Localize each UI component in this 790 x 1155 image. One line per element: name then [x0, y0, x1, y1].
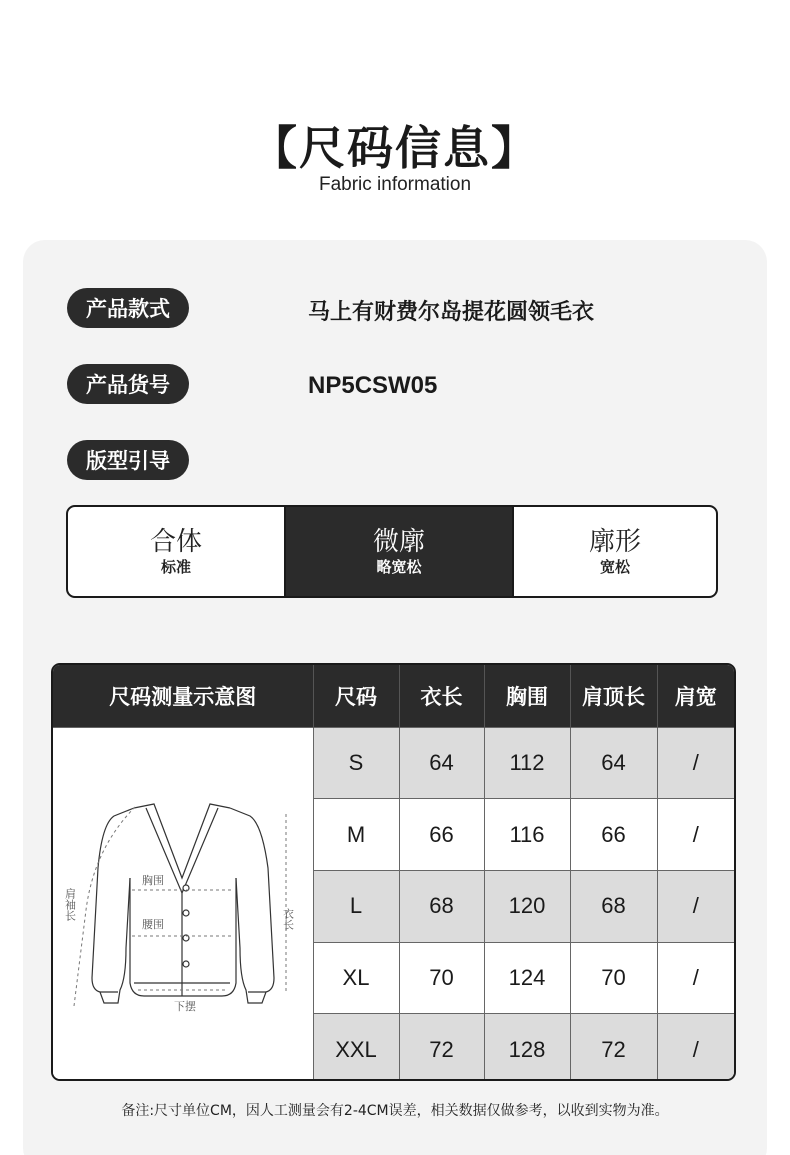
diagram-label-chest: 胸围 — [141, 873, 164, 887]
chest-cell: 128 — [484, 1014, 570, 1081]
diagram-label-hem: 下摆 — [173, 999, 196, 1013]
size-cell: M — [313, 799, 399, 871]
shoulder-top-cell: 72 — [570, 1014, 657, 1081]
size-cell: L — [313, 870, 399, 942]
header-diagram: 尺码测量示意图 — [53, 665, 313, 727]
fit-option-standard[interactable] — [68, 507, 284, 596]
fit-option-main: 微廓 — [372, 526, 425, 557]
measurement-note: 备注:尺寸单位CM，因人工测量会有2-4CM误差，相关数据仅做参考，以收到实物为准。 — [121, 1103, 669, 1119]
table-row — [53, 727, 734, 799]
page-title: 【尺码信息】 — [251, 121, 539, 175]
cardigan-diagram-icon — [54, 728, 312, 1080]
shoulder-width-cell: / — [657, 1014, 734, 1081]
chest-cell: 124 — [484, 942, 570, 1014]
fit-option-relaxed[interactable] — [284, 507, 512, 596]
fit-option-sub: 宽松 — [599, 557, 630, 576]
size-table — [51, 663, 736, 1081]
shoulder-top-cell: 66 — [570, 799, 657, 871]
chest-cell: 120 — [484, 870, 570, 942]
shoulder-top-cell: 68 — [570, 870, 657, 942]
chest-cell: 116 — [484, 799, 570, 871]
header-size: 尺码 — [313, 665, 399, 727]
fit-option-loose[interactable] — [512, 507, 716, 596]
shoulder-width-cell: / — [657, 799, 734, 871]
sku-label: 产品货号 — [67, 364, 189, 404]
fit-label: 版型引导 — [67, 440, 189, 480]
shoulder-top-cell: 70 — [570, 942, 657, 1014]
table-header-row — [53, 665, 734, 727]
size-cell: S — [313, 727, 399, 799]
header-shoulder-top: 肩顶长 — [570, 665, 657, 727]
size-cell: XL — [313, 942, 399, 1014]
fit-option-sub: 略宽松 — [376, 557, 422, 576]
fit-selector — [66, 505, 718, 598]
style-value: 马上有财费尔岛提花圆领毛衣 — [308, 300, 595, 325]
chest-cell: 112 — [484, 727, 570, 799]
style-label: 产品款式 — [67, 288, 189, 328]
length-cell: 66 — [399, 799, 484, 871]
page-subtitle: Fabric information — [318, 174, 472, 195]
length-cell: 70 — [399, 942, 484, 1014]
shoulder-width-cell: / — [657, 942, 734, 1014]
header-shoulder-width: 肩宽 — [657, 665, 734, 727]
header-length: 衣长 — [399, 665, 484, 727]
size-cell: XXL — [313, 1014, 399, 1081]
shoulder-width-cell: / — [657, 870, 734, 942]
diagram-label-length: 衣长 — [281, 907, 295, 930]
fit-option-main: 廓形 — [588, 526, 641, 557]
sku-value: NP5CSW05 — [308, 372, 438, 399]
length-cell: 68 — [399, 870, 484, 942]
length-cell: 64 — [399, 727, 484, 799]
fit-option-main: 合体 — [149, 526, 202, 557]
fit-option-sub: 标准 — [160, 557, 191, 576]
shoulder-top-cell: 64 — [570, 727, 657, 799]
shoulder-width-cell: / — [657, 727, 734, 799]
diagram-label-sleeve: 肩袖长 — [63, 887, 77, 921]
diagram-label-waist: 腰围 — [141, 917, 164, 931]
measurement-diagram — [53, 727, 313, 1081]
length-cell: 72 — [399, 1014, 484, 1081]
header-chest: 胸围 — [484, 665, 570, 727]
